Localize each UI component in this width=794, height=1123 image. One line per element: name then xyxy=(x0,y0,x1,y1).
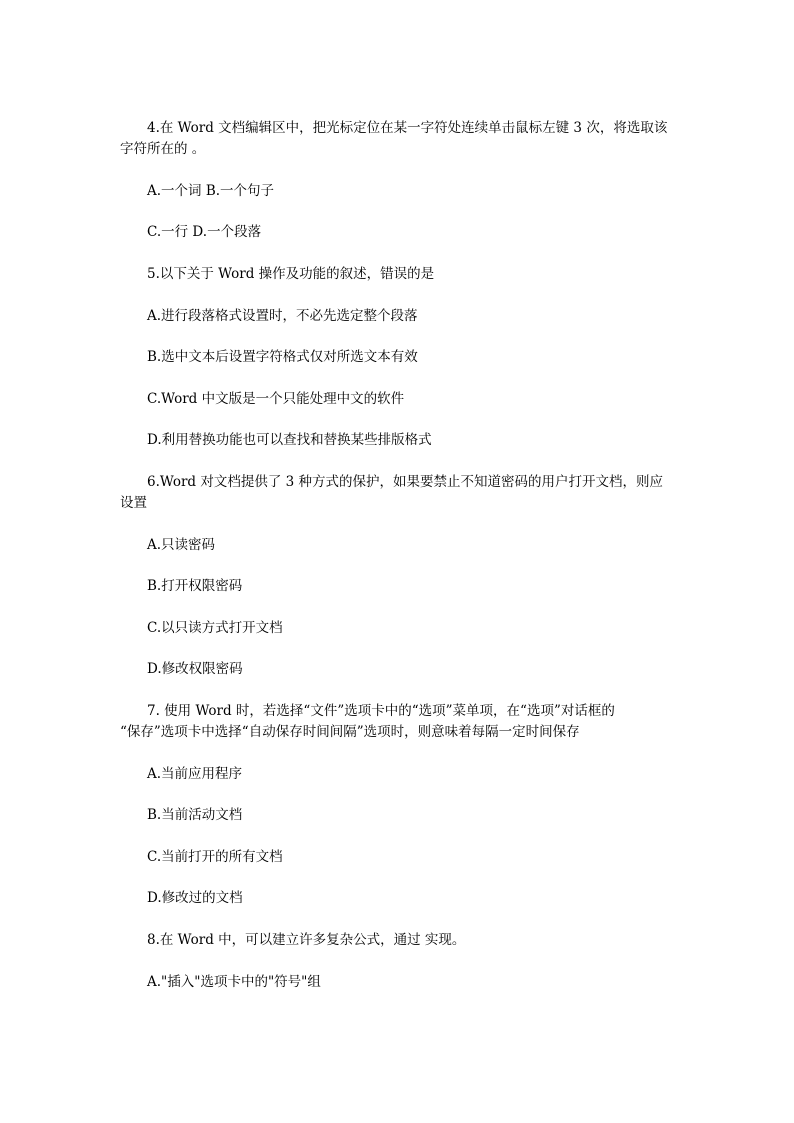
question-7-option-d: D.修改过的文档 xyxy=(147,890,243,906)
question-6-option-b: B.打开权限密码 xyxy=(147,578,243,594)
question-8-stem: 8.在 Word 中，可以建立许多复杂公式，通过 实现。 xyxy=(147,932,466,948)
question-5-stem: 5.以下关于 Word 操作及功能的叙述，错误的是 xyxy=(147,266,435,282)
question-7-option-c: C.当前打开的所有文档 xyxy=(147,849,283,865)
question-7-option-b: B.当前活动文档 xyxy=(147,807,243,823)
question-7-stem-line-1: 7. 使用 Word 时，若选择“文件”选项卡中的“选项”菜单项，在“选项”对话框的 xyxy=(147,703,615,719)
question-6-option-d: D.修改权限密码 xyxy=(147,661,243,677)
question-6-stem-line-2: 设置 xyxy=(120,495,147,511)
question-4-option-line-2: C.一行 D.一个段落 xyxy=(147,224,262,240)
question-4-stem-line-1: 4.在 Word 文档编辑区中，把光标定位在某一字符处连续单击鼠标左键 3 次，将选取该 xyxy=(147,120,668,136)
question-5-option-c: C.Word 中文版是一个只能处理中文的软件 xyxy=(147,391,405,407)
question-6-option-c: C.以只读方式打开文档 xyxy=(147,620,283,636)
question-7-stem-line-2: “保存”选项卡中选择“自动保存时间间隔”选项时，则意味着每隔一定时间保存 xyxy=(120,724,580,740)
question-5-option-b: B.选中文本后设置字符格式仅对所选文本有效 xyxy=(147,349,418,365)
question-6-stem-line-1: 6.Word 对文档提供了 3 种方式的保护，如果要禁止不知道密码的用户打开文档，则应 xyxy=(147,474,664,490)
question-4-option-line-1: A.一个词 B.一个句子 xyxy=(147,183,275,199)
question-8-option-a: A."插入"选项卡中的"符号"组 xyxy=(147,974,321,990)
question-4-stem-line-2: 字符所在的 。 xyxy=(120,141,206,157)
question-7-option-a: A.当前应用程序 xyxy=(147,766,243,782)
question-5-option-a: A.进行段落格式设置时，不必先选定整个段落 xyxy=(147,308,418,324)
question-6-option-a: A.只读密码 xyxy=(147,537,216,553)
question-5-option-d: D.利用替换功能也可以查找和替换某些排版格式 xyxy=(147,432,432,448)
